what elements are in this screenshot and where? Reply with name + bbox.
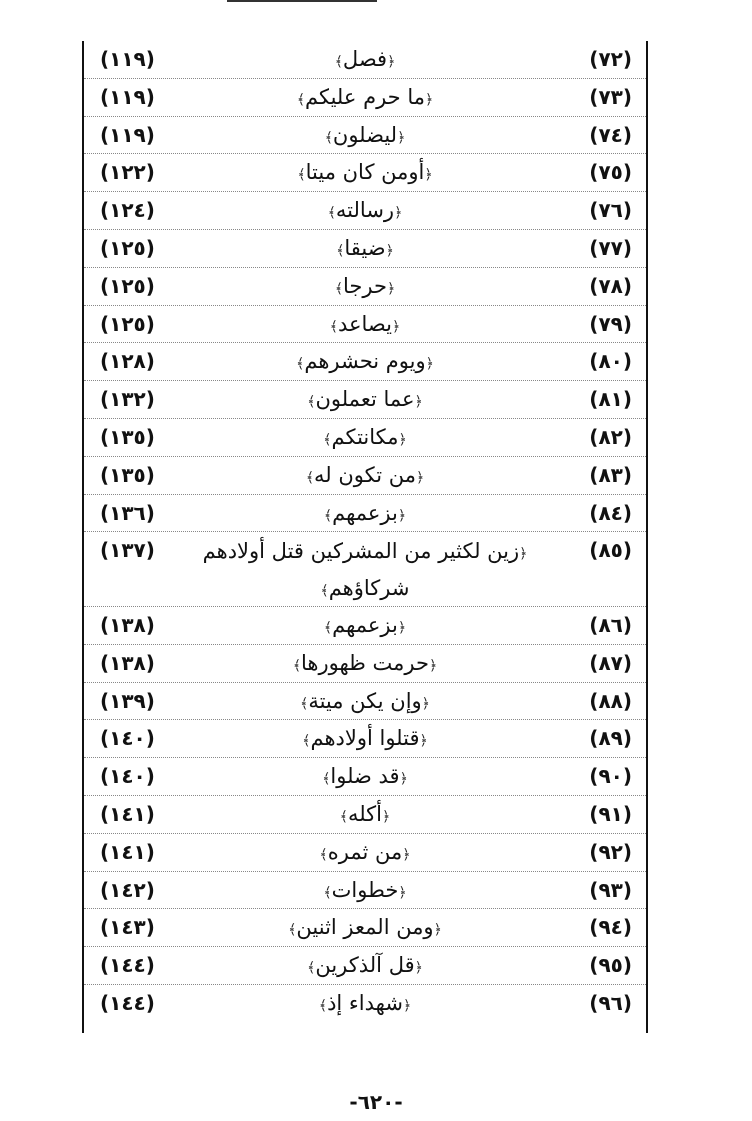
entry-page: (١٤١) bbox=[100, 801, 155, 826]
entry-page: (١١٩) bbox=[100, 84, 155, 109]
ornament-bracket-icon: ﴾ bbox=[307, 394, 316, 411]
entry-word-text: بزعمهم bbox=[332, 612, 398, 637]
entry-page: (١١٩) bbox=[100, 122, 155, 147]
entry-word-text: قل آلذكرين bbox=[315, 953, 415, 978]
entry-word bbox=[174, 645, 556, 682]
entry-number: (٩٠) bbox=[589, 764, 632, 789]
table-row bbox=[84, 495, 646, 533]
ornament-bracket-icon: ﴿ bbox=[392, 318, 401, 335]
table-row bbox=[84, 381, 646, 419]
ornament-bracket-icon: ﴾ bbox=[300, 695, 309, 712]
ornament-bracket-icon: ﴾ bbox=[305, 469, 315, 486]
ornament-bracket-icon: ﴿ bbox=[386, 280, 396, 297]
entry-page: (١٢٥) bbox=[100, 273, 155, 298]
entry-page: (١٣٩) bbox=[100, 688, 155, 713]
table-row bbox=[84, 909, 646, 947]
ornament-bracket-icon: ﴿ bbox=[414, 394, 423, 411]
entry-number: (٧٨) bbox=[589, 273, 632, 298]
ornament-bracket-icon: ﴾ bbox=[336, 242, 345, 259]
entry-number: (٩٣) bbox=[589, 877, 632, 902]
entry-page: (١٣٥) bbox=[100, 424, 155, 449]
ornament-bracket-icon: ﴾ bbox=[322, 771, 331, 788]
table-row bbox=[84, 457, 646, 495]
entry-page: (١٢٥) bbox=[100, 235, 155, 260]
ornament-bracket-icon: ﴾ bbox=[327, 205, 336, 222]
ornament-bracket-icon: ﴿ bbox=[419, 733, 428, 750]
entry-word bbox=[174, 834, 556, 871]
entry-word-text: رسالته bbox=[335, 198, 395, 223]
entry-word-text: من تكون له bbox=[314, 462, 416, 487]
ornament-bracket-icon: ﴿ bbox=[402, 846, 411, 863]
ornament-bracket-icon: ﴿ bbox=[414, 960, 423, 977]
entry-word bbox=[174, 985, 556, 1022]
entry-word-text: ما حرم عليكم bbox=[305, 84, 425, 109]
entry-word bbox=[174, 607, 556, 644]
entry-word-text: بزعمهم bbox=[332, 500, 398, 525]
table-row bbox=[84, 419, 646, 457]
ornament-bracket-icon: ﴿ bbox=[415, 469, 425, 486]
ornament-bracket-icon: ﴿ bbox=[397, 619, 407, 636]
ornament-bracket-icon: ﴿ bbox=[424, 167, 433, 184]
table-row bbox=[84, 79, 646, 117]
index-table bbox=[82, 41, 648, 1033]
table-row bbox=[84, 683, 646, 721]
entry-page: (١٤١) bbox=[100, 839, 155, 864]
entry-word bbox=[174, 419, 556, 456]
ornament-bracket-icon: ﴾ bbox=[334, 54, 343, 70]
entry-page: (١٢٤) bbox=[100, 198, 155, 223]
entry-word bbox=[174, 230, 556, 267]
entry-number: (٧٢) bbox=[589, 47, 632, 71]
entry-number: (٨٣) bbox=[589, 462, 632, 487]
entry-number: (٨٤) bbox=[589, 500, 632, 525]
table-row bbox=[84, 532, 646, 607]
entry-word-text: قتلوا أولادهم bbox=[310, 726, 420, 751]
entry-word bbox=[174, 796, 556, 833]
entry-number: (٨٢) bbox=[589, 424, 632, 449]
table-row bbox=[84, 117, 646, 155]
ornament-bracket-icon: ﴾ bbox=[292, 657, 302, 674]
table-row bbox=[84, 834, 646, 872]
entry-word-text: مكانتكم bbox=[331, 424, 399, 449]
ornament-bracket-icon: ﴾ bbox=[296, 91, 306, 108]
ornament-bracket-icon: ﴿ bbox=[382, 808, 391, 825]
table-row bbox=[84, 343, 646, 381]
ornament-bracket-icon: ﴾ bbox=[323, 431, 332, 448]
entry-word-text: ويوم نحشرهم bbox=[304, 349, 426, 374]
entry-number: (٧٥) bbox=[589, 160, 632, 185]
entry-number: (٧٦) bbox=[589, 198, 632, 223]
entry-word-text: أكله bbox=[347, 801, 383, 826]
entry-word-text: حرمت ظهورها bbox=[301, 650, 429, 675]
entry-word-text: يصاعد bbox=[337, 311, 392, 336]
ornament-bracket-icon: ﴿ bbox=[398, 884, 407, 901]
table-row bbox=[84, 607, 646, 645]
entry-word bbox=[174, 947, 556, 984]
table-row bbox=[84, 645, 646, 683]
entry-page: (١٤٤) bbox=[100, 990, 155, 1015]
ornament-bracket-icon: ﴾ bbox=[296, 356, 305, 373]
entry-number: (٧٧) bbox=[589, 235, 632, 260]
entry-word-text: ليضلون bbox=[332, 122, 398, 147]
entry-word-text: خطوات bbox=[331, 877, 399, 902]
entry-page: (١٣٥) bbox=[100, 462, 155, 487]
page-number: -٦٢٠- bbox=[349, 1090, 403, 1114]
entry-word bbox=[174, 495, 556, 532]
ornament-bracket-icon: ﴾ bbox=[302, 733, 311, 750]
entry-word bbox=[174, 758, 556, 795]
entry-number: (٧٤) bbox=[589, 122, 632, 147]
table-row bbox=[84, 268, 646, 306]
entry-page: (١٣٨) bbox=[100, 612, 155, 637]
entry-word bbox=[174, 381, 556, 418]
ornament-bracket-icon: ﴿ bbox=[402, 997, 412, 1014]
ornament-bracket-icon: ﴿ bbox=[385, 242, 394, 259]
entry-word bbox=[174, 872, 556, 909]
table-row bbox=[84, 192, 646, 230]
entry-word bbox=[174, 41, 556, 78]
entry-word-text: شهداء إذ bbox=[327, 990, 403, 1015]
table-row bbox=[84, 796, 646, 834]
ornament-bracket-icon: ﴾ bbox=[320, 583, 329, 600]
ornament-bracket-icon: ﴾ bbox=[334, 280, 344, 297]
table-row bbox=[84, 758, 646, 796]
entry-word-text: عما تعملون bbox=[315, 387, 415, 412]
table-row bbox=[84, 306, 646, 344]
ornament-bracket-icon: ﴾ bbox=[329, 318, 338, 335]
entry-word-text: من ثمره bbox=[327, 839, 403, 864]
entry-number: (٨٧) bbox=[589, 650, 632, 675]
entry-word bbox=[174, 268, 556, 305]
entry-word bbox=[174, 532, 556, 608]
ornament-bracket-icon: ﴿ bbox=[399, 771, 408, 788]
ornament-bracket-icon: ﴿ bbox=[421, 695, 430, 712]
ornament-bracket-icon: ﴾ bbox=[323, 884, 332, 901]
ornament-bracket-icon: ﴿ bbox=[387, 54, 396, 70]
entry-number: (٩٢) bbox=[589, 839, 632, 864]
entry-number: (٩٥) bbox=[589, 953, 632, 978]
entry-page: (١٤٠) bbox=[100, 764, 155, 789]
entry-page: (١١٩) bbox=[100, 47, 155, 71]
entry-page: (١٤٠) bbox=[100, 726, 155, 751]
ornament-bracket-icon: ﴾ bbox=[307, 960, 316, 977]
ornament-bracket-icon: ﴾ bbox=[319, 846, 328, 863]
ornament-bracket-icon: ﴿ bbox=[428, 657, 438, 674]
ornament-bracket-icon: ﴿ bbox=[394, 205, 403, 222]
entry-page: (١٣٢) bbox=[100, 387, 155, 412]
entry-word bbox=[174, 154, 556, 191]
entry-word bbox=[174, 909, 556, 946]
top-rule bbox=[227, 0, 377, 2]
entry-page: (١٣٨) bbox=[100, 650, 155, 675]
entry-word-text: أومن كان ميتا bbox=[305, 160, 425, 185]
ornament-bracket-icon: ﴾ bbox=[324, 129, 333, 146]
ornament-bracket-icon: ﴿ bbox=[424, 91, 434, 108]
entry-word bbox=[174, 457, 556, 494]
table-row bbox=[84, 947, 646, 985]
entry-word bbox=[174, 117, 556, 154]
ornament-bracket-icon: ﴿ bbox=[398, 431, 407, 448]
entry-word bbox=[174, 306, 556, 343]
table-row bbox=[84, 230, 646, 268]
table-row bbox=[84, 41, 646, 79]
entry-word-text: زين لكثير من المشركين قتل أولادهم شركاؤهم bbox=[202, 539, 520, 601]
entry-number: (٨٠) bbox=[589, 349, 632, 374]
ornament-bracket-icon: ﴾ bbox=[323, 507, 333, 524]
ornament-bracket-icon: ﴿ bbox=[397, 129, 406, 146]
entry-page: (١٢٨) bbox=[100, 349, 155, 374]
ornament-bracket-icon: ﴾ bbox=[323, 619, 333, 636]
entry-number: (٨٩) bbox=[589, 726, 632, 751]
entry-page: (١٢٢) bbox=[100, 160, 155, 185]
entry-word bbox=[174, 192, 556, 229]
ornament-bracket-icon: ﴾ bbox=[318, 997, 328, 1014]
entry-number: (٩١) bbox=[589, 801, 632, 826]
ornament-bracket-icon: ﴿ bbox=[397, 507, 407, 524]
entry-word bbox=[174, 79, 556, 116]
entry-word bbox=[174, 343, 556, 380]
entry-word-text: فصل bbox=[342, 47, 388, 71]
table-row bbox=[84, 154, 646, 192]
entry-word-text: وإن يكن ميتة bbox=[308, 688, 422, 713]
entry-word-text: ضيقا bbox=[344, 235, 386, 260]
entry-number: (٨٨) bbox=[589, 688, 632, 713]
ornament-bracket-icon: ﴿ bbox=[433, 922, 442, 939]
table-row bbox=[84, 720, 646, 758]
entry-word-text: حرجا bbox=[343, 273, 387, 298]
entry-number: (٨٥) bbox=[589, 538, 632, 563]
entry-number: (٧٣) bbox=[589, 84, 632, 109]
ornament-bracket-icon: ﴾ bbox=[288, 922, 297, 939]
entry-number: (٨١) bbox=[589, 387, 632, 412]
entry-number: (٩٤) bbox=[589, 915, 632, 940]
entry-number: (٧٩) bbox=[589, 311, 632, 336]
entry-word bbox=[174, 683, 556, 720]
table-row bbox=[84, 985, 646, 1022]
ornament-bracket-icon: ﴿ bbox=[519, 546, 528, 563]
entry-page: (١٤٤) bbox=[100, 953, 155, 978]
entry-page: (١٣٧) bbox=[100, 538, 155, 563]
entry-page: (١٢٥) bbox=[100, 311, 155, 336]
entry-word bbox=[174, 720, 556, 757]
entry-word-text: قد ضلوا bbox=[330, 764, 400, 789]
entry-page: (١٣٦) bbox=[100, 500, 155, 525]
entry-number: (٨٦) bbox=[589, 612, 632, 637]
entry-number: (٩٦) bbox=[589, 990, 632, 1015]
ornament-bracket-icon: ﴿ bbox=[425, 356, 434, 373]
table-row bbox=[84, 872, 646, 910]
entry-page: (١٤٢) bbox=[100, 877, 155, 902]
ornament-bracket-icon: ﴾ bbox=[297, 167, 306, 184]
entry-page: (١٤٣) bbox=[100, 915, 155, 940]
entry-word-text: ومن المعز اثنين bbox=[296, 915, 434, 940]
ornament-bracket-icon: ﴾ bbox=[339, 808, 348, 825]
